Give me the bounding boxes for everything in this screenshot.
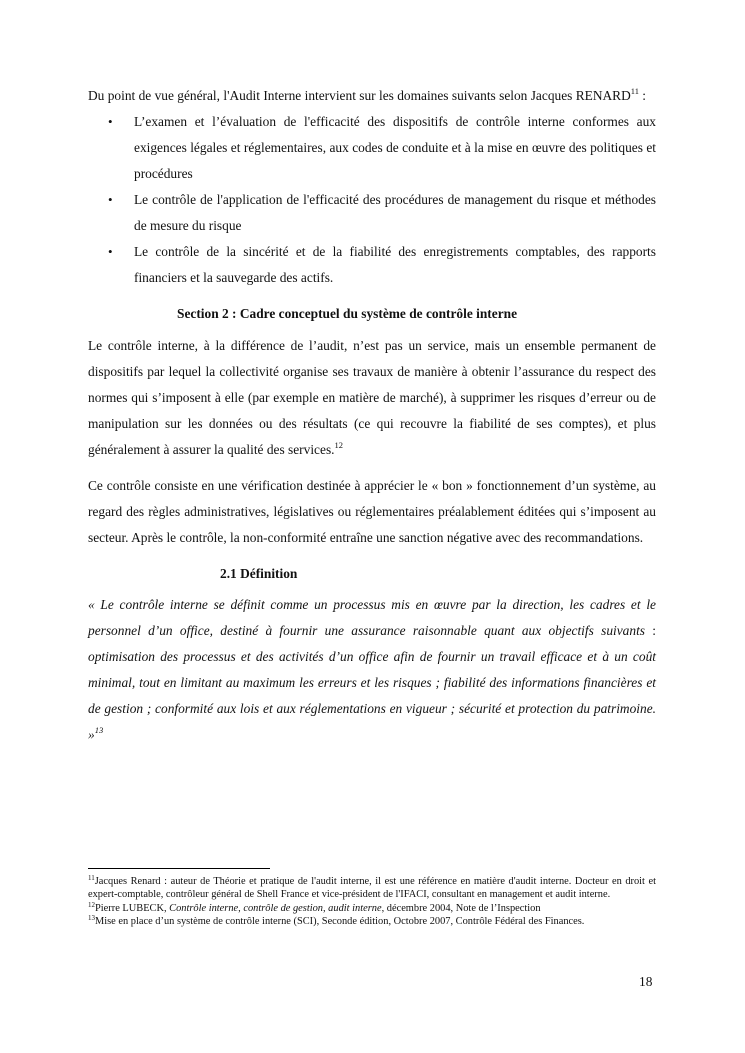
definition-heading: 2.1 Définition	[220, 566, 298, 581]
footnote-13: $^{13}$Mise en place d’un système de contrôle interne (SCI), Seconde édition, Octobre 2007, Contrôle Fédéral des Finances.	[88, 914, 585, 928]
bullet-icon: •	[108, 192, 113, 207]
footnote-divider	[88, 868, 270, 869]
list-item: • L’examen et l’évaluation de l'efficacité des dispositifs de contrôle interne conformes aux exigences légales et réglementaires, aux codes de conduite et à la mise en œuvre des politiques et procédures	[88, 109, 656, 187]
section-2-paragraph-2: Ce contrôle consiste en une vérification destinée à apprécier le « bon » fonctionnement d’un système, au regard des règles administratives, législatives ou réglementaires préalablement éditées qui s’imposent au secteur. Après le contrôle, la non-conformité entraîne une sanction négative avec des recommandations.	[88, 478, 656, 545]
footnote-ref-12[interactable]: 12	[334, 440, 343, 450]
section-2-paragraph-1: Le contrôle interne, à la différence de l’audit, n’est pas un service, mais un ensemble permanent de dispositifs par lequel la collectivité organise ses travaux de manière à obtenir l’assurance du respect des normes qui s’imposent à elle (par exemple en matière de marché), à supprimer les risques d’erreur ou de manipulation sur les données ou des résultats (ce qui recouvre la fiabilité de ses comptes), et plus généralement à assurer la qualité des services.$^{12}$	[88, 338, 656, 457]
list-item: • Le contrôle de la sincérité et de la fiabilité des enregistrements comptables, des rapports financiers et la sauvegarde des actifs.	[88, 239, 656, 291]
footnotes	[88, 868, 656, 929]
intro-text: Du point de vue général, l'Audit Interne intervient sur les domaines suivants selon Jacques RENARD	[88, 88, 631, 103]
section-2-heading: Section 2 : Cadre conceptuel du système de contrôle interne	[177, 306, 518, 321]
intro-tail: :	[638, 88, 647, 103]
intro-paragraph	[88, 83, 656, 109]
definition-quote: « Le contrôle interne se définit comme un processus mis en œuvre par la direction, les cadres et le personnel d’un office, destiné à fournir une assurance raisonnable quant aux objectifs suivants : optimisation des processus et des activités d’un office afin de fournir un travail efficace et à un coût minimal, tout en limitant au maximum les erreurs et les risques ; fiabilité des informations financières et de gestion ; conformité aux lois et aux réglementations en vigueur ; sécurité et protection du patrimoine. »$^{13}$	[88, 597, 656, 742]
list-item: • Le contrôle de l'application de l'efficacité des procédures de management du risque et méthodes de mesure du risque	[88, 187, 656, 239]
footnote-12: $^{12}$Pierre LUBECK, Contrôle interne, contrôle de gestion, audit interne, décembre 2004, Note de l’Inspection	[88, 900, 541, 914]
footnote-ref-11[interactable]: 11	[630, 86, 639, 96]
bullet-icon: •	[108, 244, 113, 259]
bullet-icon: •	[108, 114, 113, 129]
audit-domains-list	[88, 109, 656, 291]
page-body	[88, 83, 656, 748]
footnote-ref-13[interactable]: 13	[94, 725, 104, 735]
footnote-11: $^{11}$Jacques Renard : auteur de Théorie et pratique de l'audit interne, il est une référence en matière d'audit interne. Docteur en droit et expert-comptable, contrôleur général de Shell France et vice-président de l'IFACI, consultant en management et audit interne.	[88, 874, 656, 901]
page-number: 18	[639, 974, 653, 989]
